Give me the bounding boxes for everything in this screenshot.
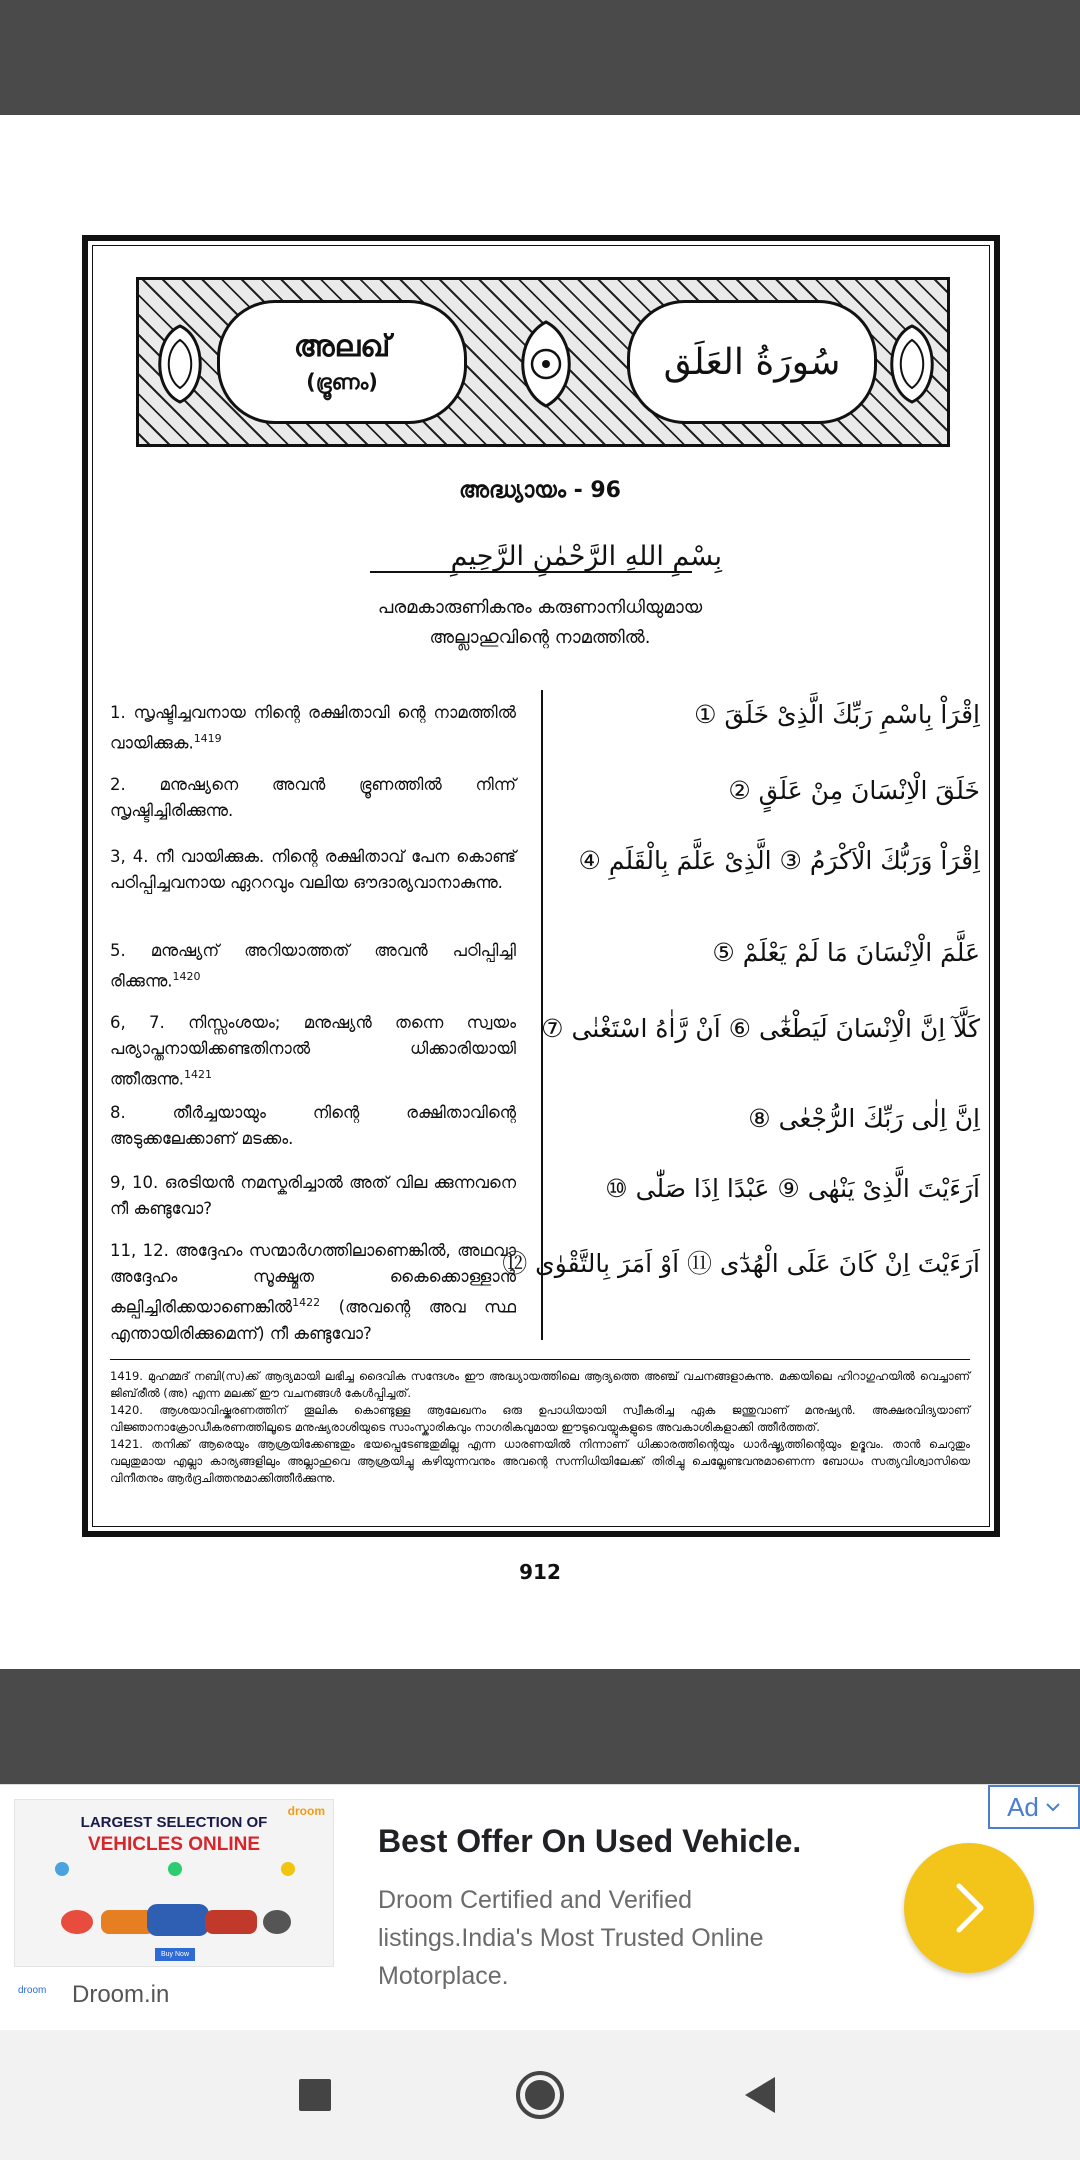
surah-meaning-ml: (ഭ്രൂണം) [306,370,378,394]
feature-icon [281,1862,295,1876]
ad-badge-label: Ad [1007,1791,1039,1822]
surah-name-ar: سُورَةُ العَلَق [663,341,841,383]
bismillah-ml-line2: അല്ലാഹുവിന്റെ നാമത്തിൽ. [429,627,651,648]
ad-banner[interactable] [0,1784,1080,2030]
square-icon [297,2077,333,2113]
verse-ar-6-7: كَلَّآ اِنَّ الْاِنْسَانَ لَيَطْغٰٓى ⑥ اَنْ رَّاٰهُ اسْتَغْنٰى ⑦ [541,1014,980,1043]
verse-ml-2: 2. മനുഷ്യനെ അവൻ ഭ്രൂണത്തിൽ നിന്ന് സൃഷ്ടിച്ചിരിക്കുന്നു. [110,775,516,820]
viewer-top-bar [0,0,1080,115]
ad-choices-badge[interactable] [988,1785,1080,1829]
footnote-1421: 1421. തനിക്ക് ആരെയും ആശ്രയിക്കേണ്ടതും ഭയപ്പെടേണ്ടതുമില്ല എന്ന ധാരണയിൽ നിന്നാണ് ധിക്കാരത്തിന്റെയും ധാർഷ്ട്യത്തിന്റെയും ഉദ്ഭവം. താൻ ചെറുതും വലുതുമായ എല്ലാ കാര്യങ്ങളിലും അല്ലാഹുവെ ആശ്രയിച്ചു കഴിയുന്നവനും അവന്റെ സന്നിധിയിലേക്ക് തിരിച്ചു ചെല്ലേണ്ടവനുമാണെന്ന ബോധം സത്യവിശ്വാസിയെ വിനീതനും ആർദ്രചിത്തനുമാക്കിത്തീർക്കുന്നു. [110,1437,970,1485]
ad-cta-button[interactable] [904,1843,1034,1973]
verse-ml-3-4: 3, 4. നീ വായിക്കുക. നിന്റെ രക്ഷിതാവ് പേന കൊണ്ട് പഠിപ്പിച്ചവനായ ഏററവും വലിയ ഔദാര്യവാനാകുന്നു. [110,847,516,892]
bismillah-arabic [340,535,730,585]
ornament-left-icon [143,318,217,410]
footnotes [110,1368,970,1487]
chevron-right-icon [949,1878,989,1938]
verse-ar-3-4: اِقْرَاْ وَرَبُّكَ الْاَكْرَمُ ③ الَّذِىْ عَلَّمَ بِالْقَلَمِ ④ [578,846,980,875]
verse-ml-8: 8. തീർച്ചയായും നിന്റെ രക്ഷിതാവിന്റെ അടുക്കലേക്കാണ് മടക്കം. [110,1103,517,1148]
back-triangle-icon [741,2075,779,2115]
vehicles-icon [55,1892,295,1942]
verse-ml-6-7: 6, 7. നിസ്സംശയം; മനുഷ്യൻ തന്നെ സ്വയം പര്യാപ്തനായിക്കണ്ടതിനാൽ ധിക്കാരിയായി ത്തീരുന്നു.$^{1421}$ [110,1013,516,1089]
chapter-label: അദ്ധ്യായം - 96 [459,478,621,503]
advertiser-logo: droom [18,1985,47,1996]
verse-ml-11-12: 11, 12. അദ്ദേഹം സന്മാർഗത്തിലാണെങ്കിൽ, അഥവാ അദ്ദേഹം സൂക്ഷ്മത കൈക്കൊള്ളാൻ കല്പിച്ചിരിക്കയാണെങ്കിൽ$^{1422}$ (അവന്റെ അവ സ്ഥ എന്തായിരിക്കുമെന്ന്) നീ കണ്ടുവോ? [110,1241,517,1343]
verse-ml-9-10: 9, 10. ഒരടിയൻ നമസ്കരിച്ചാൽ അത് വില ക്കുന്നവനെ നീ കണ്ടുവോ? [110,1173,517,1218]
verse-ar-8: اِنَّ اِلٰى رَبِّكَ الرُّجْعٰى ⑧ [748,1104,980,1133]
nav-back-button[interactable] [700,2030,820,2160]
ad-image-title-2: VEHICLES ONLINE [87,1834,261,1855]
verse-ar-11-12: اَرَءَيْتَ اِنْ كَانَ عَلَى الْهُدٰٓى ⑪ اَوْ اَمَرَ بِالتَّقْوٰى ⑫ [502,1249,980,1278]
ad-description[interactable]: Droom Certified and Verified listings.India's Most Trusted Online Motorplace. [378,1886,764,1990]
surah-name-cartouche-ml [217,300,467,424]
verse-ar-9-10: اَرَءَيْتَ الَّذِىْ يَنْهٰى ⑨ عَبْدًا اِذَا صَلّٰى ⑩ [605,1174,980,1203]
ad-image-buy-button: Buy Now [155,1948,195,1961]
viewer-bottom-band [0,1669,1080,1784]
ad-image-brand: droom [287,1804,325,1818]
nav-recents-button[interactable] [255,2030,375,2160]
home-circle-icon [514,2069,566,2121]
feature-icon [168,1862,182,1876]
verse-ar-2: خَلَقَ الْاِنْسَانَ مِنْ عَلَقٍ ② [728,776,980,805]
ad-image[interactable] [14,1799,334,1967]
verse-ar-5: عَلَّمَ الْاِنْسَانَ مَا لَمْ يَعْلَمْ ⑤ [712,938,980,967]
page-number: 912 [519,1560,561,1584]
feature-icon [55,1862,69,1876]
chevron-down-icon [1045,1801,1061,1813]
system-navigation-bar [0,2030,1080,2160]
footnote-1420: 1420. ആശയാവിഷ്കരണത്തിന് തൂലിക കൊണ്ടുള്ള ആലേഖനം ഒരു ഉപാധിയായി സ്വീകരിച്ച ഏക ജന്തുവാണ് മനുഷ്യൻ. അക്ഷരവിദ്യയാണ് വിജ്ഞാനാക്രോഡീകരണത്തിലൂടെ മനുഷ്യരാശിയുടെ സാംസ്കാരികവും നാഗരികവുമായ ഈടുവെയ്പുകളുടെ അവകാശികളാക്കി ത്തീർത്തത്. [110,1403,970,1434]
ad-source[interactable]: Droom.in [72,1981,170,2008]
verse-ml-5: 5. മനുഷ്യന് അറിയാത്തത് അവൻ പഠിപ്പിച്ചി രിക്കുന്നു.$^{1420}$ [110,941,516,991]
bismillah-translation [0,593,1080,653]
surah-name-cartouche-ar [627,300,877,424]
nav-home-button[interactable] [480,2030,600,2160]
ad-image-title-1: LARGEST SELECTION OF [80,1814,268,1831]
verse-ar-1: اِقْرَاْ بِاسْمِ رَبِّكَ الَّذِىْ خَلَقَ ① [694,700,980,729]
bismillah-text-ar: بِسْمِ اللهِ الرَّحْمٰنِ الرَّحِيمِ [450,541,722,572]
ornament-center-icon [509,318,583,410]
ad-title[interactable]: Best Offer On Used Vehicle. [378,1823,802,1859]
ornament-right-icon [875,318,949,410]
footnote-1419: 1419. മുഹമ്മദ് നബി(സ)ക്ക് ആദ്യമായി ലഭിച്ച ദൈവിക സന്ദേശം ഈ അദ്ധ്യായത്തിലെ ആദ്യത്തെ അഞ്ച് വചനങ്ങളാകുന്നു. മക്കയിലെ ഹിറാഗുഹയിൽ വെച്ചാണ് ജിബ്‌രീൽ (അ) എന്ന മലക്ക് ഈ വചനങ്ങൾ കേൾപ്പിച്ചത്. [110,1369,970,1400]
footnote-divider [110,1359,970,1360]
surah-name-ml: അലഖ് [293,329,391,364]
bismillah-ml-line1: പരമകാരുണികനും കരുണാനിധിയുമായ [377,597,703,618]
verse-ml-1: 1. സൃഷ്ടിച്ചവനായ നിന്റെ രക്ഷിതാവി ന്റെ നാമത്തിൽ വായിക്കുക.$^{1419}$ [110,703,517,753]
surah-banner [136,277,950,447]
